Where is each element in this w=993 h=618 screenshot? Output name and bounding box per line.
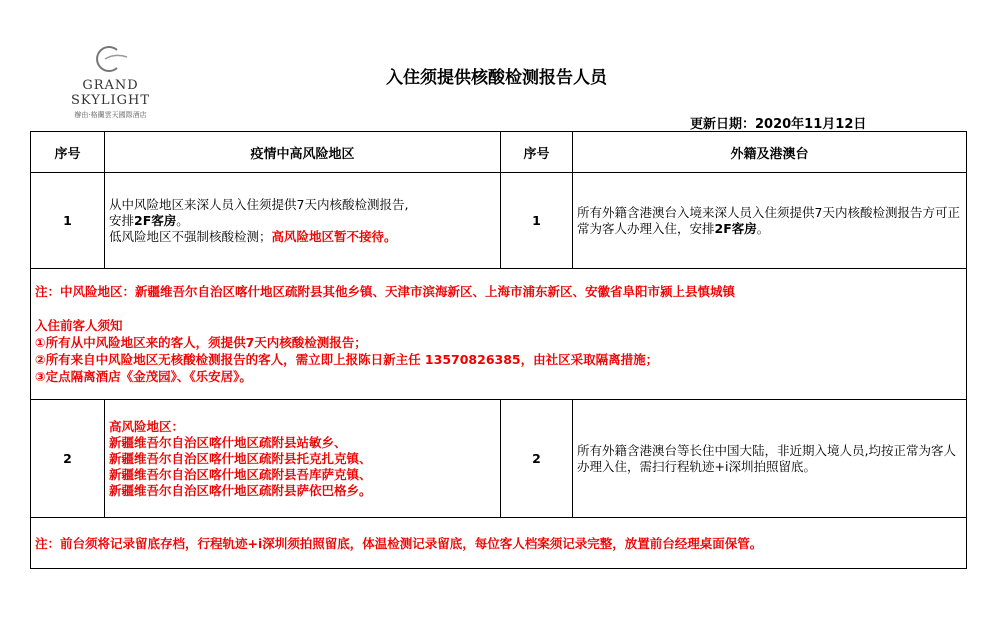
table-row-2	[31, 400, 967, 518]
row2-left-line: 新疆维吾尔自治区喀什地区疏附县托克扎克镇、	[109, 450, 372, 466]
note-row	[31, 269, 967, 400]
row1-left-line1: 从中风险地区来深人员入住须提供7天内核酸检测报告,	[109, 196, 409, 212]
footer-row	[31, 518, 967, 569]
row2-num2: 2	[501, 400, 573, 518]
header-row	[31, 132, 967, 173]
row2-left-line: 新疆维吾尔自治区喀什地区疏附县吾库萨克镇、	[109, 466, 372, 482]
note-mid-risk-areas: 注：中风险地区：新疆维吾尔自治区喀什地区疏附县其他乡镇、天津市滨海新区、上海市浦东新区、安徽省阜阳市颍上县慎城镇	[35, 284, 736, 299]
logo-sub: 辦由·格蘭雲天國際酒店	[74, 111, 147, 119]
row1-num2: 1	[501, 173, 573, 269]
row1-left-line2: 安排2F客房。	[109, 212, 189, 228]
header-foreign: 外籍及港澳台	[573, 132, 967, 173]
row1-left-line3: 低风险地区不强制核酸检测；高风险地区暂不接待。	[109, 228, 397, 244]
row1-right-cell: 所有外籍含港澳台入境来深人员入住须提供7天内核酸检测报告方可正常为客人办理入住，安排2F客房。	[573, 173, 967, 269]
logo-brand: GRAND SKYLIGHT	[70, 78, 150, 108]
requirements-table	[30, 131, 967, 569]
header-seq-2: 序号	[501, 132, 573, 173]
update-date: 更新日期：2020年11月12日	[690, 117, 867, 132]
row2-left-cell	[105, 400, 501, 518]
footer-note: 注：前台须将记录留底存档，行程轨迹+i深圳须拍照留底，体温检测记录留底，每位客人档案须记录完整，放置前台经理桌面保管。	[31, 518, 967, 569]
row1-num: 1	[31, 173, 105, 269]
note-block	[31, 269, 967, 400]
no-high-risk-notice: 高风险地区暂不接待。	[271, 228, 397, 244]
note-item-3: ③定点隔离酒店《金茂园》、《乐安居》。	[35, 369, 252, 384]
note-guest-notice-title: 入住前客人须知	[35, 318, 123, 333]
page-title: 入住须提供核酸检测报告人员	[386, 68, 607, 88]
row2-num: 2	[31, 400, 105, 518]
row2-left-line: 新疆维吾尔自治区喀什地区疏附县站敏乡、	[109, 434, 347, 450]
row2-left-line: 高风险地区：	[109, 418, 185, 434]
row1-left-cell	[105, 173, 501, 269]
note-item-1: ①所有从中风险地区来的客人，须提供7天内核酸检测报告；	[35, 335, 367, 350]
header-seq-1: 序号	[31, 132, 105, 173]
note-item-2: ②所有来自中风险地区无核酸检测报告的客人，需立即上报陈日新主任 13570826385，由社区采取隔离措施；	[35, 352, 659, 367]
row2-right-cell: 所有外籍含港澳台等长住中国大陆，非近期入境人员,均按正常为客人办理入住，需扫行程轨迹+i深圳拍照留底。	[573, 400, 967, 518]
header-risk-areas: 疫情中高风险地区	[105, 132, 501, 173]
row2-left-line: 新疆维吾尔自治区喀什地区疏附县萨依巴格乡。	[109, 482, 372, 498]
table-row-1	[31, 173, 967, 269]
